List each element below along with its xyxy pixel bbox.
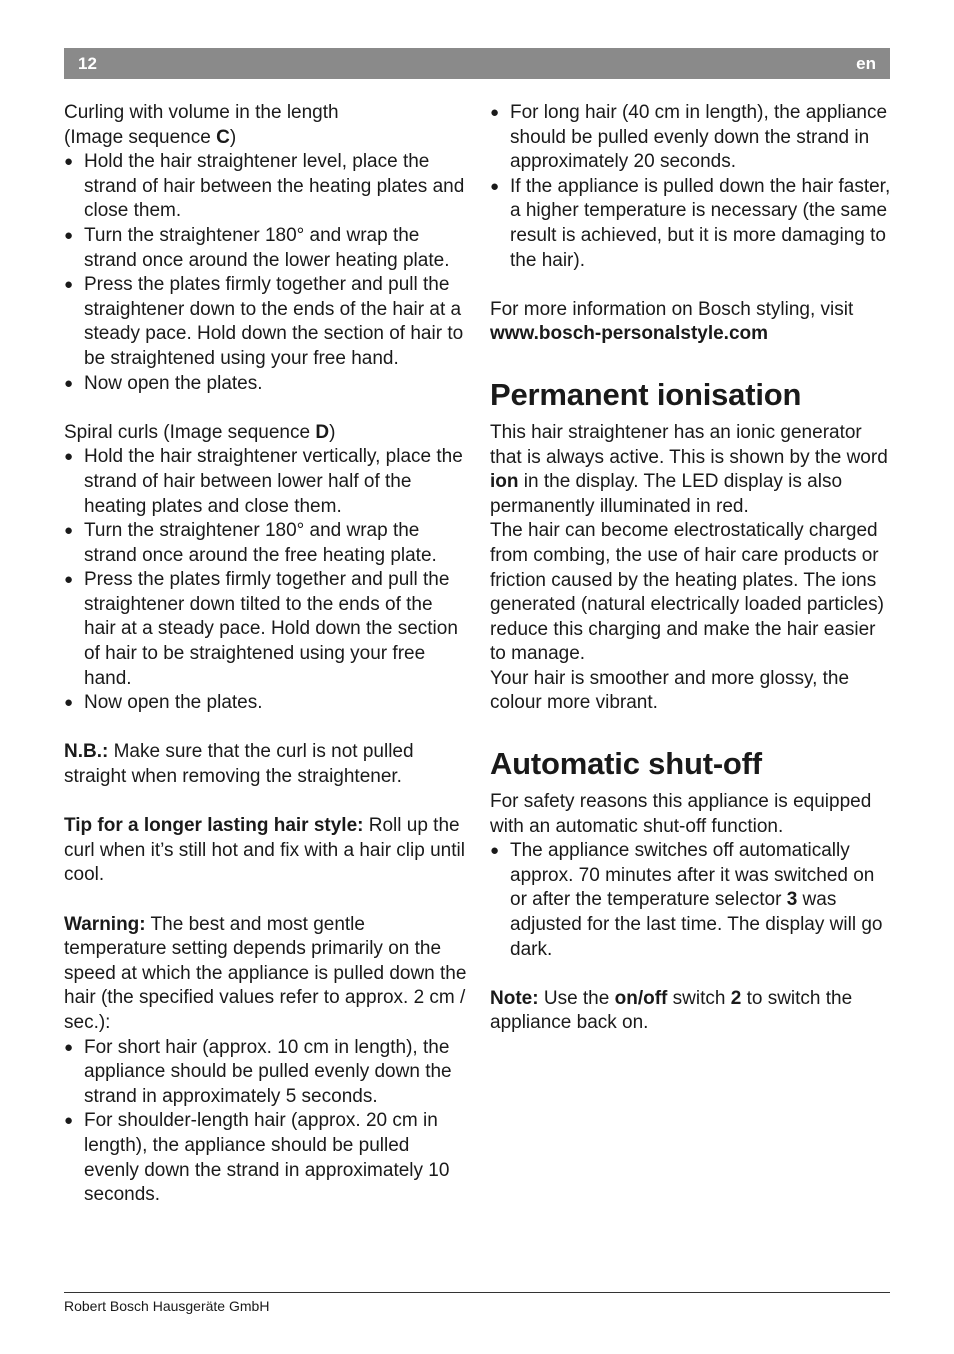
ionisation-text-1: This hair straightener has an ionic generator that is always active. This is shown by the word ion in the display. The LED display is also permanently illuminated in red. (490, 421, 888, 517)
ionisation-text-2: The hair can become electrostatically charged from combing, the use of hair care products or friction caused by the heating plates. The ions generated (natural electrically loaded particles) reduce this charging and make the hair easier to manage. (490, 520, 884, 665)
footer-company: Robert Bosch Hausgeräte GmbH (64, 1298, 270, 1314)
spiral-curls-steps (64, 445, 468, 716)
spiral-curls-title: Spiral curls (Image sequence D) (64, 421, 336, 443)
list-item: ● The appliance switches off automatically approx. 70 minutes after it was switched on or after the temperature selector 3 was adjusted for the last time. The display will go dark. (490, 839, 892, 962)
curl-volume-steps (64, 150, 468, 396)
list-item: ● Hold the hair straightener vertically, place the strand of hair between lower half of the heating plates and close them. (64, 445, 468, 519)
list-item: ● Press the plates firmly together and pull the straightener down tilted to the ends of the hair at a steady pace. Hold down the section of hair to be straightened using your free hand. (64, 568, 468, 691)
speed-list-right (490, 101, 892, 273)
shutoff-list (490, 839, 892, 962)
page-number: 12 (78, 54, 97, 73)
list-item: ● Press the plates firmly together and pull the straightener down to the ends of the hair at a steady pace. Hold down the section of hair to be straightened using your free hand. (64, 273, 468, 371)
right-column (490, 101, 892, 1036)
list-item: ● Now open the plates. (64, 372, 468, 397)
more-info: For more information on Bosch styling, visit www.bosch-personalstyle.com (490, 298, 854, 345)
list-item: ● Turn the straightener 180° and wrap the strand once around the free heating plate. (64, 519, 468, 568)
warning-note: Warning: The best and most gentle temperature setting depends primarily on the speed at which the appliance is pulled down the hair (the specified values refer to approx. 2 cm / sec.): (64, 913, 467, 1033)
list-item: ● For long hair (40 cm in length), the appliance should be pulled evenly down the strand in approximately 20 seconds. (490, 101, 892, 175)
footer-divider (64, 1292, 890, 1293)
page-header-bar (64, 48, 890, 79)
website-link[interactable]: www.bosch-personalstyle.com (490, 323, 769, 345)
list-item: ● If the appliance is pulled down the hair faster, a higher temperature is necessary (the same result is achieved, but it is more damaging to the hair). (490, 175, 892, 273)
note-text: Note: Use the on/off switch 2 to switch the appliance back on. (490, 987, 853, 1034)
language-code: en (856, 54, 876, 73)
list-item: ● Turn the straightener 180° and wrap the strand once around the lower heating plate. (64, 224, 468, 273)
ionisation-heading: Permanent ionisation (490, 376, 802, 412)
tip-note: Tip for a longer lasting hair style: Roll up the curl when it’s still hot and fix with a hair clip until cool. (64, 815, 465, 886)
list-item: ● For shoulder-length hair (approx. 20 cm in length), the appliance should be pulled evenly down the strand in approximately 10 seconds. (64, 1109, 468, 1207)
ionisation-text-3: Your hair is smoother and more glossy, the colour more vibrant. (490, 667, 850, 714)
speed-list-left (64, 1036, 468, 1208)
list-item: ● Now open the plates. (64, 691, 468, 716)
shutoff-intro: For safety reasons this appliance is equipped with an automatic shut-off function. (490, 791, 872, 837)
left-column (64, 101, 468, 1208)
nb-note: N.B.: Make sure that the curl is not pulled straight when removing the straightener. (64, 741, 414, 788)
list-item: ● For short hair (approx. 10 cm in length), the appliance should be pulled evenly down the strand in approximately 5 seconds. (64, 1036, 468, 1110)
shutoff-heading: Automatic shut-off (490, 746, 762, 782)
list-item: ● Hold the hair straightener level, place the strand of hair between the heating plates and close them. (64, 150, 468, 224)
curl-volume-title: Curling with volume in the length (Image sequence C) (64, 102, 339, 148)
